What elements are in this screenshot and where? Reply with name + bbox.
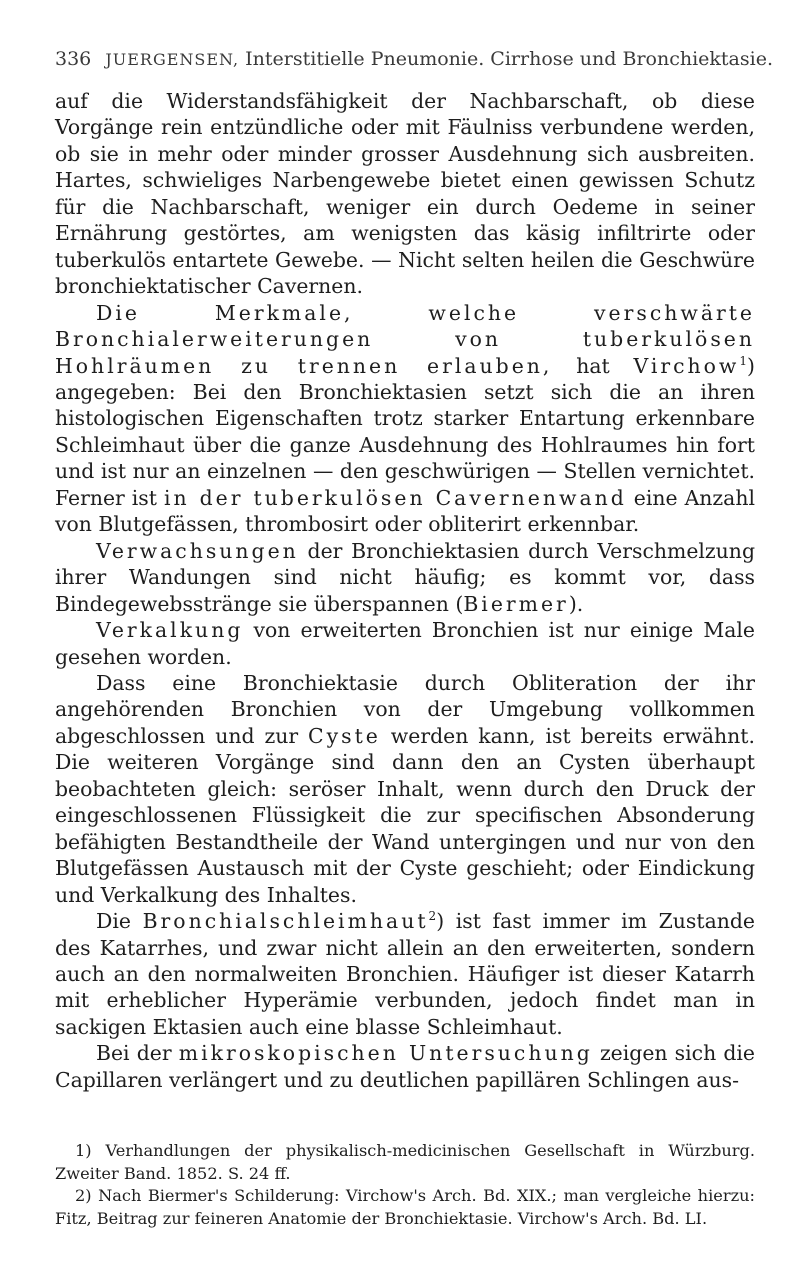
emphasized-text: in der tuberkulösen Cavernenwand	[163, 485, 627, 510]
footnote-ref: 1	[739, 353, 748, 368]
emphasized-text: Bronchialschleimhaut	[142, 909, 429, 934]
running-head-author: JUERGENSEN,	[105, 50, 240, 69]
text-run: ).	[568, 591, 584, 616]
text-run: Die	[96, 909, 143, 934]
emphasized-text: mikroskopischen Untersuchung	[178, 1041, 593, 1066]
text-run: ) angegeben: Bei den Bronchiektasien setzt sich die an ihren histologischen Eigenschaften trotz starker Entartung erkennbare Schleimhaut über die ganze Ausdehnung des Hohlraumes hin fort und ist nur an einzelnen — den geschwürigen — Stellen vernichtet. Ferner ist	[55, 353, 755, 510]
paragraph-p7	[55, 1040, 755, 1093]
footnotes	[55, 1140, 755, 1230]
paragraph-p5	[55, 670, 755, 908]
text-run: eine Anzahl von Blutgefässen, thrombosirt oder obliterirt erkennbar.	[55, 485, 755, 537]
paragraph-p1	[55, 88, 755, 300]
paragraph-p3	[55, 538, 755, 617]
emphasized-text: Cyste	[308, 723, 381, 748]
text-run: von erweiterten Bronchien ist nur einige Male gesehen worden.	[55, 618, 755, 669]
footnote-1: 1) Verhandlungen der physikalisch-medicinischen Gesellschaft in Würzburg. Zweiter Band. 1852. S. 24 ff.	[55, 1141, 755, 1183]
footnote-2: 2) Nach Biermer's Schilderung: Virchow's Arch. Bd. XIX.; man vergleiche hierzu: Fitz, Beitrag zur feineren Anatomie der Bronchiektasie. Virchow's Arch. Bd. LI.	[55, 1186, 755, 1228]
text-run: der Bronchiektasien durch Verschmelzung ihrer Wandungen sind nicht häufig; es kommt vor, dass Bindegewebsstränge sie überspannen (	[55, 538, 755, 616]
emphasized-text: Biermer	[463, 591, 569, 616]
text-run: Bei der	[96, 1041, 179, 1066]
body-text	[55, 88, 755, 1093]
text-run: hat	[552, 353, 634, 378]
text-run: werden kann, ist bereits erwähnt. Die weiteren Vorgänge sind dann den an Cysten überhaupt beobachteten gleich: seröser Inhalt, wenn durch den Druck der eingeschlossenen Flüssigkeit die zur specifischen Absonderung befähigten Bestandtheile der Wand untergingen und nur von den Blutgefässen Austausch mit der Cyste geschieht; oder Eindickung und Verkalkung des Inhaltes.	[55, 723, 755, 907]
page-number: 336	[55, 48, 92, 70]
text-run: Dass eine Bronchiektasie durch Obliteration der ihr angehörenden Bronchien von der Umgebung vollkommen abgeschlossen und zur	[55, 670, 755, 748]
running-head-title: Interstitielle Pneumonie. Cirrhose und Bronchiektasie.	[245, 48, 773, 70]
footnote-ref: 2	[428, 909, 437, 924]
paragraph-p6	[55, 908, 755, 1040]
emphasized-text: Virchow	[633, 353, 740, 378]
emphasized-text: Die Merkmale, welche verschwärte Bronchialerweiterungen von tuberkulösen Hohlräumen zu trennen erlauben,	[55, 300, 755, 378]
text-run: zeigen sich die Capillaren verlängert und zu deutlichen papillären Schlingen aus-	[55, 1041, 755, 1092]
paragraph-p4	[55, 617, 755, 670]
running-head	[55, 48, 773, 70]
text-run: auf die Widerstandsfähigkeit der Nachbarschaft, ob diese Vorgänge rein entzündliche oder mit Fäulniss verbundene werden, ob sie in mehr oder minder grosser Ausdehnung sich ausbreiten. Hartes, schwieliges Narbengewebe bietet einen gewissen Schutz für die Nachbarschaft, weniger ein durch Oedeme in seiner Ernährung gestörtes, am wenigsten das käsig infiltrirte oder tuberkulös entartete Gewebe. — Nicht selten heilen die Geschwüre bronchiektatischer Cavernen.	[55, 89, 755, 299]
paragraph-p2	[55, 300, 755, 538]
emphasized-text: Verkalkung	[96, 618, 244, 643]
text-run: ) ist fast immer im Zustande des Katarrhes, und zwar nicht allein an den erweiterten, sondern auch an den normalweiten Bronchien. Häufiger ist dieser Katarrh mit erheblicher Hyperämie verbunden, jedoch findet man in sackigen Ektasien auch eine blasse Schleimhaut.	[55, 909, 755, 1039]
emphasized-text: Verwachsungen	[96, 538, 299, 563]
